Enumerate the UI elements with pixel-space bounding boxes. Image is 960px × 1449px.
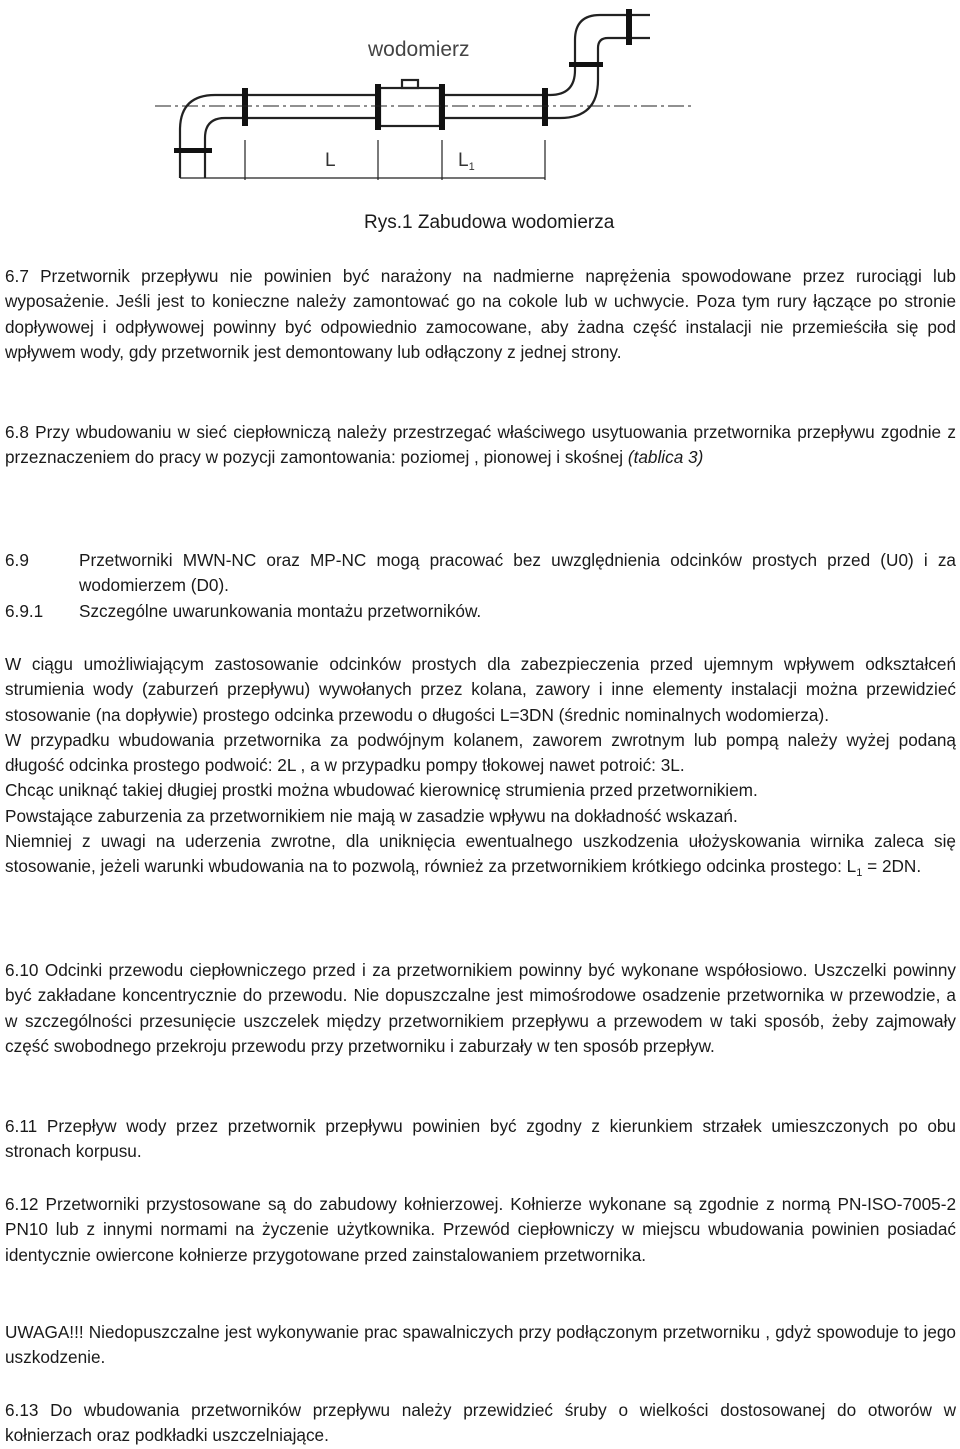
warning-note-text: UWAGA!!! Niedopuszczalne jest wykonywanie prac spawalniczych przy podłączonym przetworniku , gdyż spowoduje to jego uszkodzenie. [5, 1322, 956, 1368]
figure-label-L1-sub: 1 [468, 161, 475, 173]
section-6-8-body: 6.8 Przy wbudowaniu w sieć ciepłowniczą należy przestrzegać właściwego usytuowania przetwornika przepływu zgodnie z przeznaczeniem do pracy w pozycji zamontowania: poziomej , pionowej i skośnej [5, 422, 956, 468]
body-paragraph-5 [5, 829, 956, 887]
section-6-9-number: 6.9 [5, 550, 29, 570]
section-6-8 [5, 420, 956, 471]
body-paragraph-4: Powstające zaburzenia za przetwornikiem nie mają w zasadzie wpływu na dokładność wskazań. [5, 805, 738, 826]
section-6-9-text: Przetworniki MWN-NC oraz MP-NC mogą pracować bez uwzględnienia odcinków prostych przed (U0) i za wodomierzem (D0). [79, 550, 956, 596]
section-6-10 [5, 958, 956, 1059]
section-body [5, 652, 956, 887]
body-paragraph-5-sub: 1 [856, 867, 863, 880]
warning-note [5, 1320, 956, 1371]
body-paragraph-3: Chcąc uniknąć takiej długiej prostki można wbudować kierownicę strumienia przed przetwornikiem. [5, 780, 758, 801]
section-6-8-text [5, 420, 956, 471]
section-6-13 [5, 1398, 956, 1449]
section-6-12 [5, 1192, 956, 1268]
figure-caption: Rys.1 Zabudowa wodomierza [364, 212, 615, 233]
section-6-12-text: 6.12 Przetworniki przystosowane są do zabudowy kołnierzowej. Kołnierze wykonane są zgodnie z normą PN-ISO-7005-2 PN10 lub z innymi normami na życzenie użytkownika. Przewód ciepłowniczy w miejscu wbudowania powinien posiadać identycznie owiercone kołnierze przygotowane przed zainstalowaniem przetwornika. [5, 1194, 956, 1265]
section-6-10-text: 6.10 Odcinki przewodu ciepłowniczego przed i za przetwornikiem powinny być wykonane współosiowo. Uszczelki powinny być zakładane koncentrycznie do przewodu. Nie dopuszczalne jest mimośrodowe osadzenie przetwornika w przewodzie, a w szczególności przesunięcie uszczelek między przetwornikiem przepływu a przewodem w taki sposób, żeby zajmowały część swobodnego przekroju przewodu przy przetworniku i zaburzały w ten sposób przepływ. [5, 960, 956, 1056]
section-6-9 [5, 548, 956, 624]
section-6-11-text: 6.11 Przepływ wody przez przetwornik przepływu powinien być zgodny z kierunkiem strzałek umieszczonych po obu stronach korpusu. [5, 1116, 956, 1162]
figure-label-L: L [325, 150, 336, 171]
section-6-9-1-text: Szczególne uwarunkowania montażu przetworników. [79, 600, 482, 621]
section-6-8-table-ref: (tablica 3) [627, 447, 704, 468]
body-paragraph-1: W ciągu umożliwiającym zastosowanie odcinków prostych dla zabezpieczenia przed ujemnym wpływem odkształceń strumienia wody (zaburzeń przepływu) wywołanych przez kolana, zawory i inne elementy instalacji można przewidzieć stosowanie (na dopływie) prostego odcinka przewodu o długości L=3DN (średnic nominalnych wodomierza). [5, 654, 956, 725]
figure-label-L1 [458, 150, 475, 173]
section-6-13-text: 6.13 Do wbudowania przetworników przepływu należy przewidzieć śruby o wielkości dostosowanej do otworów w kołnierzach oraz podkładki uszczelniające. [5, 1400, 956, 1446]
figure-label-L1-main: L [458, 150, 469, 171]
section-6-7-text: 6.7 Przetwornik przepływu nie powinien być narażony na nadmierne naprężenia spowodowane przez rurociągi lub wyposażenie. Jeśli jest to konieczne należy zamontować go na cokole lub w uchwycie. Poza tym rury łączące po stronie dopływowej i odpływowej powinny być odpowiednio zamocowane, aby żadna część instalacji nie przemieściła się pod wpływem wody, gdy przetwornik jest demontowany lub odłączony z jednej strony. [5, 266, 956, 362]
section-6-9-1-number: 6.9.1 [5, 600, 44, 621]
figure-label-wodomierz: wodomierz [368, 38, 470, 61]
section-6-11 [5, 1114, 956, 1165]
section-6-7 [5, 264, 956, 365]
body-paragraph-2: W przypadku wbudowania przetwornika za podwójnym kolanem, zaworem zwrotnym lub pompą należy wyżej podaną długość odcinka prostego podwoić: 2L , a w przypadku pompy tłokowej nawet potroić: 3L. [5, 729, 956, 776]
installation-figure [150, 0, 710, 192]
body-paragraph-5-text: Niemniej z uwagi na uderzenia zwrotne, dla uniknięcia ewentualnego uszkodzenia ułożyskowania wirnika zaleca się stosowanie, jeżeli warunki wbudowania na to pozwolą, również za przetwornikiem krótkiego odcinka prostego: L [5, 831, 956, 877]
body-paragraph-5-end: = 2DN. [862, 856, 922, 877]
